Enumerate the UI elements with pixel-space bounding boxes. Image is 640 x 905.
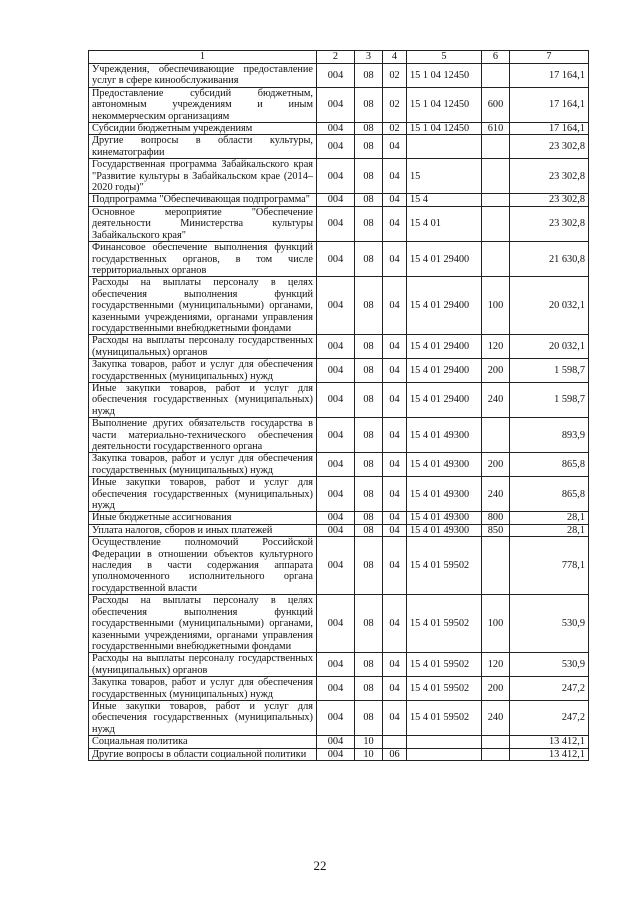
table-row bbox=[89, 677, 589, 701]
row-name: Предоставление субсидий бюджетным, автономным учреждениям и иным некоммерческим организациям bbox=[89, 87, 317, 122]
ministry-code: 004 bbox=[317, 537, 355, 595]
subsection-code: 04 bbox=[383, 277, 407, 335]
amount: 17 164,1 bbox=[510, 64, 589, 88]
subsection-code: 02 bbox=[383, 64, 407, 88]
ministry-code: 004 bbox=[317, 335, 355, 359]
target-article: 15 4 01 59502 bbox=[407, 677, 482, 701]
expense-type: 100 bbox=[482, 595, 510, 653]
section-code: 08 bbox=[355, 123, 383, 135]
target-article bbox=[407, 135, 482, 159]
amount: 1 598,7 bbox=[510, 359, 589, 383]
header-cell: 7 bbox=[510, 51, 589, 64]
subsection-code: 04 bbox=[383, 206, 407, 241]
row-name: Расходы на выплаты персоналу в целях обеспечения выполнения функций государственными (муниципальными) органами, казенными учреждениями, органами управления государственными внебюджетными фондами bbox=[89, 595, 317, 653]
ministry-code: 004 bbox=[317, 595, 355, 653]
table-row bbox=[89, 453, 589, 477]
header-cell: 3 bbox=[355, 51, 383, 64]
subsection-code: 04 bbox=[383, 382, 407, 417]
expense-type bbox=[482, 64, 510, 88]
table-row bbox=[89, 537, 589, 595]
amount: 530,9 bbox=[510, 595, 589, 653]
expense-type bbox=[482, 159, 510, 194]
expense-type: 240 bbox=[482, 700, 510, 735]
target-article: 15 4 01 59502 bbox=[407, 700, 482, 735]
section-code: 10 bbox=[355, 736, 383, 748]
row-name: Закупка товаров, работ и услуг для обеспечения государственных (муниципальных) нужд bbox=[89, 677, 317, 701]
table-row bbox=[89, 335, 589, 359]
target-article: 15 4 01 59502 bbox=[407, 537, 482, 595]
target-article: 15 1 04 12450 bbox=[407, 64, 482, 88]
row-name: Иные закупки товаров, работ и услуг для обеспечения государственных (муниципальных) нужд bbox=[89, 700, 317, 735]
target-article: 15 4 01 49300 bbox=[407, 512, 482, 524]
target-article: 15 4 01 49300 bbox=[407, 477, 482, 512]
expense-type: 600 bbox=[482, 87, 510, 122]
section-code: 08 bbox=[355, 418, 383, 453]
target-article: 15 4 01 29400 bbox=[407, 335, 482, 359]
amount: 247,2 bbox=[510, 700, 589, 735]
subsection-code: 04 bbox=[383, 537, 407, 595]
row-name: Субсидии бюджетным учреждениям bbox=[89, 123, 317, 135]
table-row bbox=[89, 242, 589, 277]
target-article: 15 bbox=[407, 159, 482, 194]
ministry-code: 004 bbox=[317, 382, 355, 417]
table-row bbox=[89, 512, 589, 524]
section-code: 08 bbox=[355, 64, 383, 88]
section-code: 08 bbox=[355, 453, 383, 477]
section-code: 08 bbox=[355, 653, 383, 677]
expense-type: 850 bbox=[482, 524, 510, 536]
subsection-code: 04 bbox=[383, 677, 407, 701]
section-code: 08 bbox=[355, 359, 383, 383]
subsection-code: 04 bbox=[383, 135, 407, 159]
table-row bbox=[89, 700, 589, 735]
section-code: 08 bbox=[355, 537, 383, 595]
ministry-code: 004 bbox=[317, 653, 355, 677]
ministry-code: 004 bbox=[317, 194, 355, 206]
section-code: 08 bbox=[355, 595, 383, 653]
section-code: 08 bbox=[355, 524, 383, 536]
table-row bbox=[89, 595, 589, 653]
expense-type bbox=[482, 135, 510, 159]
row-name: Другие вопросы в области культуры, кинематографии bbox=[89, 135, 317, 159]
expense-type bbox=[482, 736, 510, 748]
target-article bbox=[407, 736, 482, 748]
ministry-code: 004 bbox=[317, 512, 355, 524]
table-row bbox=[89, 194, 589, 206]
ministry-code: 004 bbox=[317, 277, 355, 335]
expense-type: 800 bbox=[482, 512, 510, 524]
row-name: Иные закупки товаров, работ и услуг для обеспечения государственных (муниципальных) нужд bbox=[89, 382, 317, 417]
ministry-code: 004 bbox=[317, 453, 355, 477]
target-article: 15 1 04 12450 bbox=[407, 123, 482, 135]
amount: 13 412,1 bbox=[510, 736, 589, 748]
subsection-code: 04 bbox=[383, 159, 407, 194]
target-article: 15 4 01 59502 bbox=[407, 653, 482, 677]
section-code: 08 bbox=[355, 159, 383, 194]
page-number: 22 bbox=[313, 858, 327, 873]
amount: 23 302,8 bbox=[510, 206, 589, 241]
section-code: 08 bbox=[355, 242, 383, 277]
expense-type: 120 bbox=[482, 335, 510, 359]
section-code: 08 bbox=[355, 382, 383, 417]
ministry-code: 004 bbox=[317, 206, 355, 241]
subsection-code: 04 bbox=[383, 453, 407, 477]
table-row bbox=[89, 653, 589, 677]
subsection-code: 02 bbox=[383, 123, 407, 135]
ministry-code: 004 bbox=[317, 736, 355, 748]
target-article: 15 4 01 29400 bbox=[407, 242, 482, 277]
budget-table bbox=[88, 50, 589, 761]
row-name: Подпрограмма "Обеспечивающая подпрограмма" bbox=[89, 194, 317, 206]
subsection-code: 04 bbox=[383, 477, 407, 512]
header-cell: 1 bbox=[89, 51, 317, 64]
subsection-code: 04 bbox=[383, 335, 407, 359]
section-code: 08 bbox=[355, 135, 383, 159]
target-article: 15 4 01 bbox=[407, 206, 482, 241]
expense-type: 240 bbox=[482, 477, 510, 512]
section-code: 10 bbox=[355, 748, 383, 760]
expense-type: 200 bbox=[482, 677, 510, 701]
section-code: 08 bbox=[355, 512, 383, 524]
table-row bbox=[89, 418, 589, 453]
ministry-code: 004 bbox=[317, 748, 355, 760]
subsection-code: 04 bbox=[383, 653, 407, 677]
amount: 247,2 bbox=[510, 677, 589, 701]
table-row bbox=[89, 87, 589, 122]
expense-type bbox=[482, 242, 510, 277]
amount: 530,9 bbox=[510, 653, 589, 677]
target-article: 15 4 01 59502 bbox=[407, 595, 482, 653]
table-body bbox=[89, 64, 589, 761]
table-row bbox=[89, 64, 589, 88]
subsection-code: 04 bbox=[383, 700, 407, 735]
expense-type: 200 bbox=[482, 359, 510, 383]
amount: 21 630,8 bbox=[510, 242, 589, 277]
target-article: 15 4 01 49300 bbox=[407, 453, 482, 477]
amount: 13 412,1 bbox=[510, 748, 589, 760]
amount: 23 302,8 bbox=[510, 135, 589, 159]
table-row bbox=[89, 123, 589, 135]
ministry-code: 004 bbox=[317, 64, 355, 88]
amount: 893,9 bbox=[510, 418, 589, 453]
amount: 28,1 bbox=[510, 524, 589, 536]
row-name: Учреждения, обеспечивающие предоставление услуг в сфере кинообслуживания bbox=[89, 64, 317, 88]
row-name: Расходы на выплаты персоналу государственных (муниципальных) органов bbox=[89, 653, 317, 677]
section-code: 08 bbox=[355, 677, 383, 701]
section-code: 08 bbox=[355, 477, 383, 512]
ministry-code: 004 bbox=[317, 524, 355, 536]
subsection-code: 04 bbox=[383, 242, 407, 277]
subsection-code: 02 bbox=[383, 87, 407, 122]
row-name: Государственная программа Забайкальского края "Развитие культуры в Забайкальском крае (2014–2020 годы)" bbox=[89, 159, 317, 194]
table-row bbox=[89, 736, 589, 748]
expense-type: 240 bbox=[482, 382, 510, 417]
amount: 865,8 bbox=[510, 453, 589, 477]
row-name: Иные закупки товаров, работ и услуг для обеспечения государственных (муниципальных) нужд bbox=[89, 477, 317, 512]
table-row bbox=[89, 477, 589, 512]
target-article: 15 4 01 29400 bbox=[407, 359, 482, 383]
ministry-code: 004 bbox=[317, 418, 355, 453]
subsection-code: 04 bbox=[383, 524, 407, 536]
section-code: 08 bbox=[355, 700, 383, 735]
target-article: 15 4 01 29400 bbox=[407, 277, 482, 335]
header-cell: 2 bbox=[317, 51, 355, 64]
header-cell: 6 bbox=[482, 51, 510, 64]
subsection-code: 06 bbox=[383, 748, 407, 760]
expense-type bbox=[482, 537, 510, 595]
row-name: Социальная политика bbox=[89, 736, 317, 748]
amount: 865,8 bbox=[510, 477, 589, 512]
row-name: Расходы на выплаты персоналу в целях обеспечения выполнения функций государственными (муниципальными) органами, казенными учреждениями, органами управления государственными внебюджетными фондами bbox=[89, 277, 317, 335]
subsection-code: 04 bbox=[383, 418, 407, 453]
table-row bbox=[89, 206, 589, 241]
amount: 23 302,8 bbox=[510, 194, 589, 206]
subsection-code: 04 bbox=[383, 194, 407, 206]
target-article: 15 4 01 49300 bbox=[407, 418, 482, 453]
row-name: Выполнение других обязательств государства в части материально-технического обеспечения деятельности государственного органа bbox=[89, 418, 317, 453]
target-article: 15 1 04 12450 bbox=[407, 87, 482, 122]
row-name: Уплата налогов, сборов и иных платежей bbox=[89, 524, 317, 536]
row-name: Осуществление полномочий Российской Федерации в отношении объектов культурного наследия в части содержания аппарата уполномоченного исполнительного органа государственной власти bbox=[89, 537, 317, 595]
row-name: Основное мероприятие "Обеспечение деятельности Министерства культуры Забайкальского края" bbox=[89, 206, 317, 241]
ministry-code: 004 bbox=[317, 359, 355, 383]
ministry-code: 004 bbox=[317, 677, 355, 701]
section-code: 08 bbox=[355, 206, 383, 241]
amount: 23 302,8 bbox=[510, 159, 589, 194]
row-name: Закупка товаров, работ и услуг для обеспечения государственных (муниципальных) нужд bbox=[89, 453, 317, 477]
row-name: Иные бюджетные ассигнования bbox=[89, 512, 317, 524]
ministry-code: 004 bbox=[317, 477, 355, 512]
ministry-code: 004 bbox=[317, 242, 355, 277]
table-row bbox=[89, 382, 589, 417]
header-row bbox=[89, 51, 589, 64]
subsection-code bbox=[383, 736, 407, 748]
table-row bbox=[89, 359, 589, 383]
expense-type bbox=[482, 194, 510, 206]
subsection-code: 04 bbox=[383, 595, 407, 653]
target-article: 15 4 01 29400 bbox=[407, 382, 482, 417]
expense-type: 100 bbox=[482, 277, 510, 335]
target-article bbox=[407, 748, 482, 760]
expense-type: 120 bbox=[482, 653, 510, 677]
subsection-code: 04 bbox=[383, 512, 407, 524]
row-name: Закупка товаров, работ и услуг для обеспечения государственных (муниципальных) нужд bbox=[89, 359, 317, 383]
expense-type bbox=[482, 418, 510, 453]
expense-type bbox=[482, 748, 510, 760]
amount: 1 598,7 bbox=[510, 382, 589, 417]
row-name: Финансовое обеспечение выполнения функций государственных органов, в том числе территориальных органов bbox=[89, 242, 317, 277]
ministry-code: 004 bbox=[317, 135, 355, 159]
row-name: Другие вопросы в области социальной политики bbox=[89, 748, 317, 760]
row-name: Расходы на выплаты персоналу государственных (муниципальных) органов bbox=[89, 335, 317, 359]
table-row bbox=[89, 159, 589, 194]
section-code: 08 bbox=[355, 335, 383, 359]
subsection-code: 04 bbox=[383, 359, 407, 383]
ministry-code: 004 bbox=[317, 700, 355, 735]
amount: 20 032,1 bbox=[510, 335, 589, 359]
table-row bbox=[89, 277, 589, 335]
amount: 20 032,1 bbox=[510, 277, 589, 335]
section-code: 08 bbox=[355, 277, 383, 335]
expense-type bbox=[482, 206, 510, 241]
target-article: 15 4 bbox=[407, 194, 482, 206]
amount: 17 164,1 bbox=[510, 87, 589, 122]
target-article: 15 4 01 49300 bbox=[407, 524, 482, 536]
expense-type: 610 bbox=[482, 123, 510, 135]
header-cell: 5 bbox=[407, 51, 482, 64]
amount: 28,1 bbox=[510, 512, 589, 524]
expense-type: 200 bbox=[482, 453, 510, 477]
amount: 17 164,1 bbox=[510, 123, 589, 135]
amount: 778,1 bbox=[510, 537, 589, 595]
table-row bbox=[89, 524, 589, 536]
header-cell: 4 bbox=[383, 51, 407, 64]
ministry-code: 004 bbox=[317, 159, 355, 194]
section-code: 08 bbox=[355, 194, 383, 206]
table-row bbox=[89, 135, 589, 159]
section-code: 08 bbox=[355, 87, 383, 122]
ministry-code: 004 bbox=[317, 87, 355, 122]
table-row bbox=[89, 748, 589, 760]
ministry-code: 004 bbox=[317, 123, 355, 135]
